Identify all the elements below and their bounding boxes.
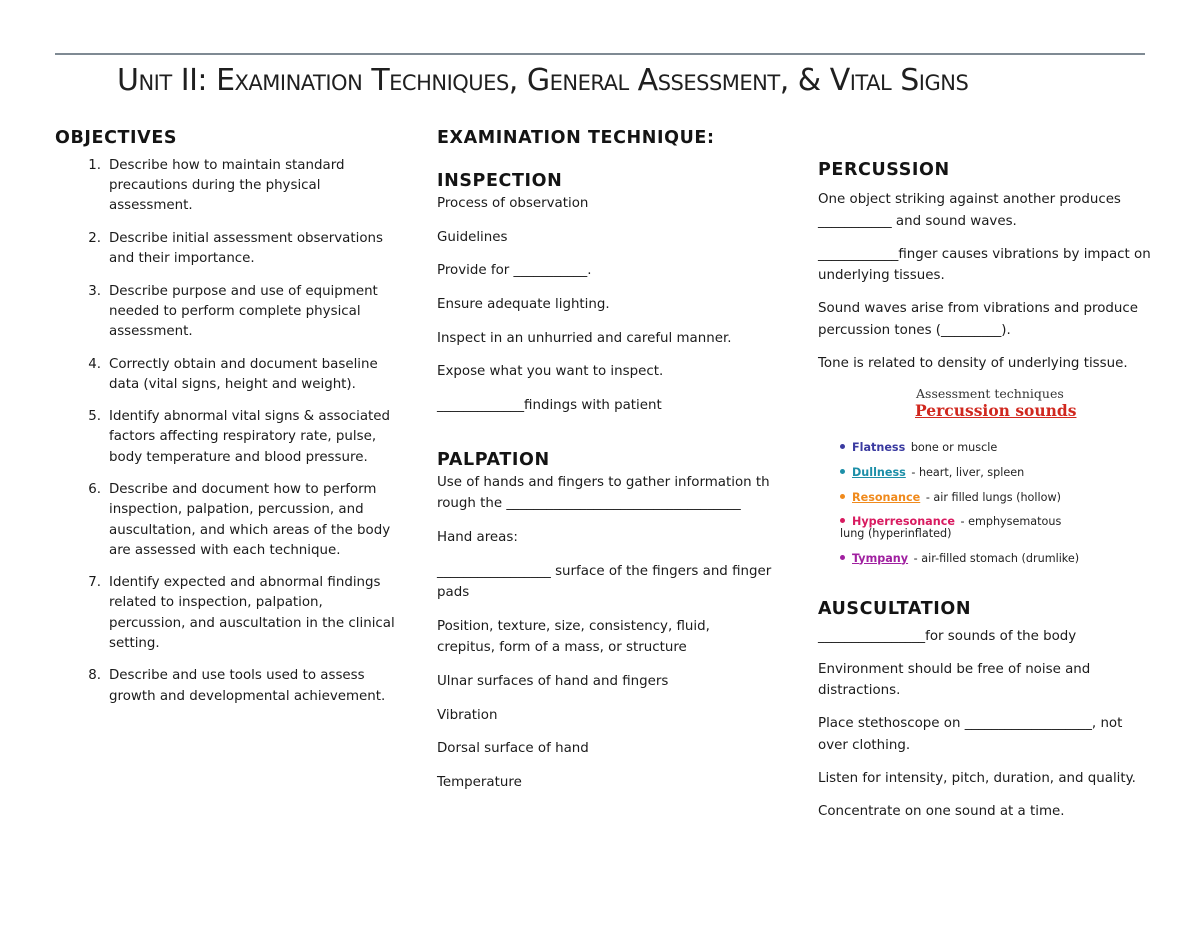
auscultation-line: Concentrate on one sound at a time. bbox=[818, 803, 1065, 819]
sound-desc: - air-filled stomach (drumlike) bbox=[913, 551, 1080, 565]
auscultation-line: ________________for sounds of the body bbox=[818, 628, 1077, 644]
auscultation-line: Listen for intensity, pitch, duration, and quality. bbox=[818, 770, 1136, 786]
item-text: Correctly obtain and document baseline data (vital signs, height and weight). bbox=[109, 356, 378, 392]
sound-item-hyperresonance bbox=[840, 516, 1080, 540]
percussion-line: Tone is related to density of underlying tissue. bbox=[818, 355, 1128, 371]
inspection-section bbox=[437, 193, 772, 417]
sound-desc: - emphysematous lung (hyperinflated) bbox=[840, 514, 1062, 540]
palpation-line: Position, texture, size, consistency, fluid, crepitus, form of a mass, or structure bbox=[437, 618, 710, 656]
inspection-line: Provide for ___________. bbox=[437, 263, 592, 279]
page-title: Unit II: Examination Techniques, General Assessment, & Vital Signs bbox=[117, 63, 969, 98]
palpation-line: Hand areas: bbox=[437, 529, 518, 545]
list-item bbox=[55, 407, 395, 468]
inspection-heading: INSPECTION bbox=[437, 171, 563, 191]
item-number: 3. bbox=[88, 283, 101, 299]
sound-desc: - heart, liver, spleen bbox=[911, 465, 1025, 479]
inspection-line: Inspect in an unhurried and careful manner. bbox=[437, 330, 732, 346]
figure-title: Percussion sounds bbox=[915, 400, 1077, 420]
sound-desc: - air filled lungs (hollow) bbox=[925, 490, 1061, 504]
top-rule bbox=[55, 53, 1145, 55]
inspection-line: _____________findings with patient bbox=[437, 398, 662, 414]
palpation-line: Use of hands and fingers to gather information through the ___________________________________ bbox=[437, 474, 770, 512]
sound-term: Flatness bbox=[852, 440, 906, 454]
item-text: Describe purpose and use of equipment needed to perform complete physical assessment. bbox=[109, 283, 378, 340]
palpation-line: Temperature bbox=[437, 774, 522, 790]
examination-column bbox=[437, 128, 772, 806]
bullet-icon bbox=[840, 469, 845, 474]
list-item bbox=[55, 282, 395, 343]
auscultation-heading: AUSCULTATION bbox=[818, 598, 972, 619]
objectives-heading: OBJECTIVES bbox=[55, 128, 178, 148]
percussion-section bbox=[818, 189, 1153, 374]
auscultation-line: Place stethoscope on ___________________, not over clothing. bbox=[818, 716, 1123, 753]
list-item bbox=[55, 666, 395, 706]
palpation-line: Ulnar surfaces of hand and fingers bbox=[437, 673, 669, 689]
auscultation-section bbox=[818, 626, 1153, 823]
objectives-column bbox=[55, 128, 395, 719]
bullet-icon bbox=[840, 444, 845, 449]
item-number: 1. bbox=[88, 158, 101, 173]
percussion-auscultation-column bbox=[818, 160, 1153, 834]
palpation-section bbox=[437, 472, 772, 794]
palpation-heading: PALPATION bbox=[437, 449, 550, 470]
auscultation-line: Environment should be free of noise and distractions. bbox=[818, 661, 1091, 699]
list-item bbox=[55, 355, 395, 395]
item-text: Identify expected and abnormal findings related to inspection, palpation, percussion, and auscultation in the clinical setting. bbox=[109, 575, 395, 651]
percussion-line: Sound waves arise from vibrations and produce percussion tones (_________). bbox=[818, 301, 1138, 338]
sound-item-tympany bbox=[840, 552, 1079, 565]
sound-term: Dullness bbox=[852, 465, 906, 479]
item-number: 4. bbox=[88, 356, 101, 372]
item-number: 8. bbox=[88, 668, 101, 684]
inspection-line: Guidelines bbox=[437, 229, 508, 245]
item-number: 6. bbox=[88, 482, 101, 498]
palpation-line: Dorsal surface of hand bbox=[437, 741, 589, 757]
item-number: 5. bbox=[88, 409, 101, 425]
list-item bbox=[55, 156, 395, 217]
item-text: Describe and document how to perform inspection, palpation, percussion, and auscultation, and which areas of the body are assessed with each technique. bbox=[109, 482, 391, 558]
inspection-line: Process of observation bbox=[437, 196, 589, 211]
item-text: Describe initial assessment observations and their importance. bbox=[109, 230, 383, 267]
sound-term: Tympany bbox=[852, 551, 909, 565]
objectives-list bbox=[55, 156, 395, 707]
sound-item-dullness bbox=[840, 466, 1024, 479]
sound-item-flatness bbox=[840, 441, 997, 454]
sound-term: Hyperresonance bbox=[852, 514, 955, 528]
examination-heading: EXAMINATION TECHNIQUE: bbox=[437, 128, 715, 148]
inspection-line: Expose what you want to inspect. bbox=[437, 364, 664, 380]
item-text: Describe and use tools used to assess growth and developmental achievement. bbox=[109, 668, 386, 704]
list-item bbox=[55, 573, 395, 654]
sound-term: Resonance bbox=[852, 490, 921, 504]
item-number: 2. bbox=[88, 230, 101, 246]
palpation-line: Vibration bbox=[437, 707, 498, 723]
percussion-line: One object striking against another produces ___________ and sound waves. bbox=[818, 192, 1121, 229]
item-text: Identify abnormal vital signs & associated factors affecting respiratory rate, pulse, body temperature and blood pressure. bbox=[109, 409, 391, 465]
bullet-icon bbox=[840, 518, 845, 523]
percussion-line: ____________finger causes vibrations by impact on underlying tissues. bbox=[818, 246, 1151, 283]
item-number: 7. bbox=[88, 575, 101, 591]
percussion-sounds-figure bbox=[834, 386, 1089, 576]
bullet-icon bbox=[840, 494, 845, 499]
inspection-line: Ensure adequate lighting. bbox=[437, 297, 610, 313]
palpation-line: _________________ surface of the fingers and finger pads bbox=[437, 563, 772, 600]
bullet-icon bbox=[840, 555, 845, 560]
sound-desc: bone or muscle bbox=[910, 440, 998, 454]
list-item bbox=[55, 229, 395, 269]
percussion-heading: PERCUSSION bbox=[818, 160, 950, 180]
list-item bbox=[55, 480, 395, 561]
sound-item-resonance bbox=[840, 491, 1061, 504]
figure-subtitle: Assessment techniques bbox=[916, 385, 1064, 401]
item-text: Describe how to maintain standard precautions during the physical assessment. bbox=[109, 158, 345, 214]
